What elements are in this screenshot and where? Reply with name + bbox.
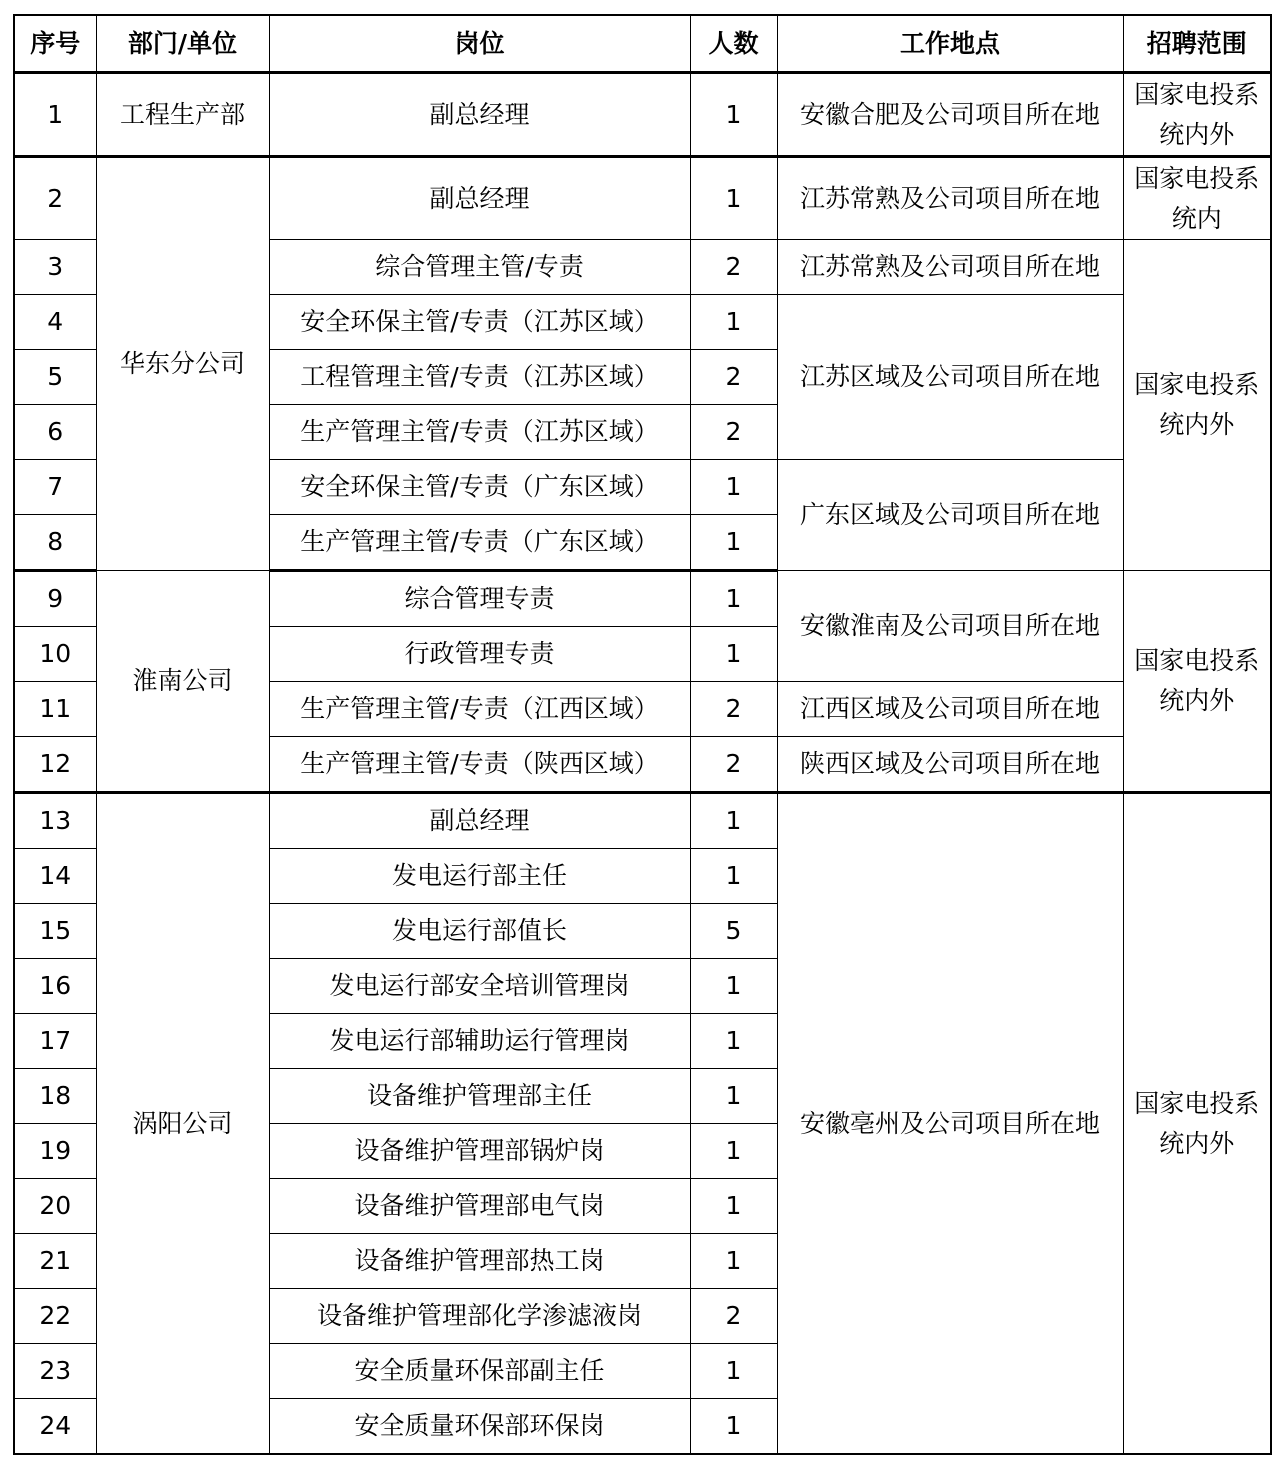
post-cell: 设备维护管理部主任 bbox=[269, 1069, 690, 1124]
count-cell: 5 bbox=[690, 904, 777, 959]
row-no: 11 bbox=[14, 682, 96, 737]
post-cell: 副总经理 bbox=[269, 157, 690, 240]
row-no: 20 bbox=[14, 1179, 96, 1234]
post-cell: 生产管理主管/专责（广东区域） bbox=[269, 515, 690, 571]
count-cell: 2 bbox=[690, 405, 777, 460]
post-cell: 发电运行部辅助运行管理岗 bbox=[269, 1014, 690, 1069]
row-no: 19 bbox=[14, 1124, 96, 1179]
location-cell: 安徽亳州及公司项目所在地 bbox=[777, 793, 1123, 1455]
post-cell: 工程管理主管/专责（江苏区域） bbox=[269, 350, 690, 405]
post-cell: 生产管理主管/专责（江苏区域） bbox=[269, 405, 690, 460]
post-cell: 综合管理专责 bbox=[269, 571, 690, 627]
post-cell: 行政管理专责 bbox=[269, 627, 690, 682]
header-count: 人数 bbox=[690, 15, 777, 73]
dept-cell: 涡阳公司 bbox=[96, 793, 269, 1455]
row-no: 3 bbox=[14, 240, 96, 295]
count-cell: 1 bbox=[690, 849, 777, 904]
count-cell: 1 bbox=[690, 627, 777, 682]
row-no: 15 bbox=[14, 904, 96, 959]
post-cell: 安全质量环保部副主任 bbox=[269, 1344, 690, 1399]
header-location: 工作地点 bbox=[777, 15, 1123, 73]
count-cell: 1 bbox=[690, 1069, 777, 1124]
count-cell: 2 bbox=[690, 350, 777, 405]
row-no: 7 bbox=[14, 460, 96, 515]
count-cell: 1 bbox=[690, 1179, 777, 1234]
count-cell: 2 bbox=[690, 1289, 777, 1344]
post-cell: 发电运行部值长 bbox=[269, 904, 690, 959]
count-cell: 1 bbox=[690, 295, 777, 350]
count-cell: 1 bbox=[690, 157, 777, 240]
count-cell: 1 bbox=[690, 571, 777, 627]
count-cell: 1 bbox=[690, 959, 777, 1014]
location-cell: 江苏常熟及公司项目所在地 bbox=[777, 157, 1123, 240]
post-cell: 发电运行部安全培训管理岗 bbox=[269, 959, 690, 1014]
location-cell: 陕西区域及公司项目所在地 bbox=[777, 737, 1123, 793]
row-no: 4 bbox=[14, 295, 96, 350]
row-no: 21 bbox=[14, 1234, 96, 1289]
post-cell: 设备维护管理部电气岗 bbox=[269, 1179, 690, 1234]
location-cell: 安徽合肥及公司项目所在地 bbox=[777, 73, 1123, 157]
row-no: 1 bbox=[14, 73, 96, 157]
post-cell: 综合管理主管/专责 bbox=[269, 240, 690, 295]
post-cell: 设备维护管理部化学渗滤液岗 bbox=[269, 1289, 690, 1344]
count-cell: 1 bbox=[690, 793, 777, 849]
count-cell: 2 bbox=[690, 682, 777, 737]
row-no: 13 bbox=[14, 793, 96, 849]
table-row bbox=[14, 793, 1271, 849]
header-dept: 部门/单位 bbox=[96, 15, 269, 73]
post-cell: 发电运行部主任 bbox=[269, 849, 690, 904]
row-no: 8 bbox=[14, 515, 96, 571]
row-no: 9 bbox=[14, 571, 96, 627]
location-cell: 江苏常熟及公司项目所在地 bbox=[777, 240, 1123, 295]
post-cell: 生产管理主管/专责（江西区域） bbox=[269, 682, 690, 737]
count-cell: 1 bbox=[690, 460, 777, 515]
count-cell: 2 bbox=[690, 240, 777, 295]
header-row bbox=[14, 15, 1271, 73]
count-cell: 1 bbox=[690, 1124, 777, 1179]
location-cell: 广东区域及公司项目所在地 bbox=[777, 460, 1123, 571]
count-cell: 1 bbox=[690, 1344, 777, 1399]
row-no: 5 bbox=[14, 350, 96, 405]
table-row bbox=[14, 73, 1271, 157]
dept-cell: 淮南公司 bbox=[96, 571, 269, 793]
post-cell: 副总经理 bbox=[269, 73, 690, 157]
row-no: 10 bbox=[14, 627, 96, 682]
row-no: 17 bbox=[14, 1014, 96, 1069]
scope-cell: 国家电投系统内外 bbox=[1123, 571, 1271, 793]
row-no: 18 bbox=[14, 1069, 96, 1124]
post-cell: 安全质量环保部环保岗 bbox=[269, 1399, 690, 1455]
table-row bbox=[14, 571, 1271, 627]
row-no: 16 bbox=[14, 959, 96, 1014]
row-no: 14 bbox=[14, 849, 96, 904]
count-cell: 1 bbox=[690, 515, 777, 571]
post-cell: 设备维护管理部锅炉岗 bbox=[269, 1124, 690, 1179]
row-no: 6 bbox=[14, 405, 96, 460]
scope-cell: 国家电投系统内 bbox=[1123, 157, 1271, 240]
count-cell: 2 bbox=[690, 737, 777, 793]
dept-cell: 工程生产部 bbox=[96, 73, 269, 157]
scope-cell: 国家电投系统内外 bbox=[1123, 793, 1271, 1455]
row-no: 23 bbox=[14, 1344, 96, 1399]
location-cell: 江西区域及公司项目所在地 bbox=[777, 682, 1123, 737]
row-no: 24 bbox=[14, 1399, 96, 1455]
header-post: 岗位 bbox=[269, 15, 690, 73]
header-no: 序号 bbox=[14, 15, 96, 73]
recruitment-table bbox=[13, 14, 1272, 1455]
post-cell: 安全环保主管/专责（江苏区域） bbox=[269, 295, 690, 350]
count-cell: 1 bbox=[690, 1399, 777, 1455]
row-no: 12 bbox=[14, 737, 96, 793]
location-cell: 安徽淮南及公司项目所在地 bbox=[777, 571, 1123, 682]
post-cell: 生产管理主管/专责（陕西区域） bbox=[269, 737, 690, 793]
post-cell: 安全环保主管/专责（广东区域） bbox=[269, 460, 690, 515]
count-cell: 1 bbox=[690, 73, 777, 157]
header-scope: 招聘范围 bbox=[1123, 15, 1271, 73]
count-cell: 1 bbox=[690, 1014, 777, 1069]
dept-cell: 华东分公司 bbox=[96, 157, 269, 571]
post-cell: 副总经理 bbox=[269, 793, 690, 849]
scope-cell: 国家电投系统内外 bbox=[1123, 240, 1271, 571]
count-cell: 1 bbox=[690, 1234, 777, 1289]
row-no: 22 bbox=[14, 1289, 96, 1344]
location-cell: 江苏区域及公司项目所在地 bbox=[777, 295, 1123, 460]
post-cell: 设备维护管理部热工岗 bbox=[269, 1234, 690, 1289]
row-no: 2 bbox=[14, 157, 96, 240]
table-row bbox=[14, 157, 1271, 240]
scope-cell: 国家电投系统内外 bbox=[1123, 73, 1271, 157]
